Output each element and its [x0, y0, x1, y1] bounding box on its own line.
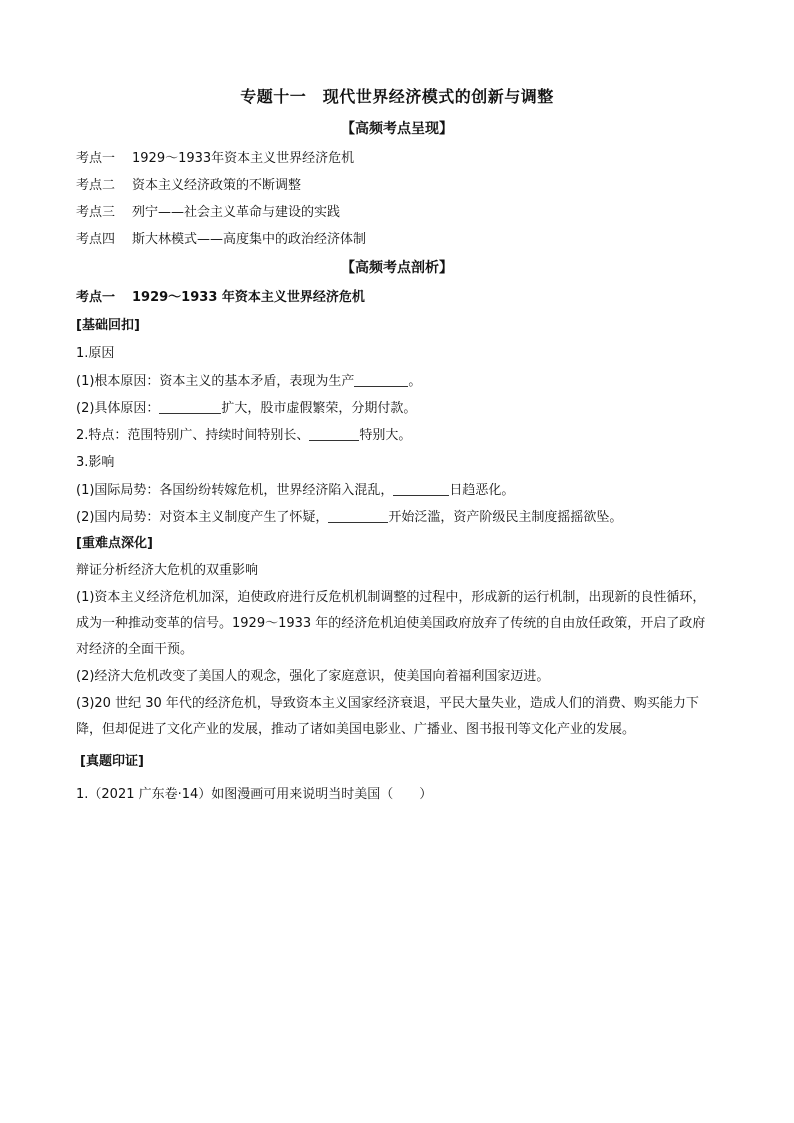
analysis-point-label: 考点一 [76, 290, 116, 305]
answer-blank[interactable] [309, 426, 359, 441]
cause-1-prefix: (1)根本原因：资本主义的基本矛盾，表现为生产 [76, 374, 355, 389]
deepen-heading: [重难点深化] [76, 536, 153, 551]
deepen-subtitle: 辩证分析经济大危机的双重影响 [76, 563, 259, 578]
cause-line-2 [76, 399, 416, 418]
feature-line [76, 426, 411, 445]
cause-line-1 [76, 372, 421, 391]
answer-blank[interactable] [328, 508, 388, 523]
answer-blank[interactable] [159, 399, 221, 414]
overview-item-label: 考点一 [76, 151, 116, 166]
impact-title: 3.影响 [76, 455, 115, 470]
impact-1-prefix: (1)国际局势：各国纷纷转嫁危机，世界经济陷入混乱， [76, 483, 394, 498]
feature-suffix: 特别大。 [359, 428, 412, 443]
overview-item-2 [76, 177, 301, 195]
deepen-paragraph-3: (3)20 世纪 30 年代的经济危机，导致资本主义国家经济衰退，平民大量失业，造成人们的消费、购买能力下降，但却促进了文化产业的发展，推动了诸如美国电影业、广播业、图书报刊等文化产业的发展。 [76, 696, 699, 737]
cause-1-suffix: 。 [408, 374, 422, 389]
overview-item-text: 1929～1933年资本主义世界经济危机 [132, 151, 355, 166]
exam-heading: [真题印证] [80, 754, 144, 769]
exam-question: 1.（2021 广东卷·14）如图漫画可用来说明当时美国（ ） [76, 787, 433, 802]
impact-2-suffix: 开始泛滥，资产阶级民主制度摇摇欲坠。 [388, 510, 623, 525]
impact-line-2 [76, 508, 622, 527]
feature-prefix: 2.特点：范围特别广、持续时间特别长、 [76, 428, 310, 443]
deepen-paragraph-2: (2)经济大危机改变了美国人的观念，强化了家庭意识，使美国向着福利国家迈进。 [76, 669, 550, 684]
answer-blank[interactable] [354, 372, 408, 387]
overview-item-label: 考点三 [76, 205, 116, 220]
impact-2-prefix: (2)国内局势：对资本主义制度产生了怀疑， [76, 510, 329, 525]
deepen-paragraph-1: (1)资本主义经济危机加深，迫使政府进行反危机机制调整的过程中，形成新的运行机制，出现新的良性循环，成为一种推动变革的信号。1929～1933 年的经济危机迫使美国政府放弃了传统的自由放任政策，开启了政府对经济的全面干预。 [76, 590, 706, 657]
overview-item-1 [76, 150, 354, 168]
overview-item-text: 斯大林模式——高度集中的政治经济体制 [132, 232, 367, 247]
overview-item-label: 考点二 [76, 178, 116, 193]
analysis-point-text: 1929～1933 年资本主义世界经济危机 [132, 290, 365, 305]
basic-heading: [基础回扣] [76, 318, 140, 333]
page-title: 专题十一 现代世界经济模式的创新与调整 [240, 87, 554, 106]
overview-item-3 [76, 204, 340, 222]
answer-blank[interactable] [393, 481, 449, 496]
overview-item-4 [76, 231, 366, 249]
analysis-heading: 【高频考点剖析】 [341, 260, 453, 276]
overview-item-text: 列宁——社会主义革命与建设的实践 [132, 205, 341, 220]
impact-line-1 [76, 481, 514, 500]
impact-1-suffix: 日趋恶化。 [449, 483, 515, 498]
overview-heading: 【高频考点呈现】 [341, 121, 453, 137]
analysis-point [76, 289, 365, 307]
cause-2-prefix: (2)具体原因： [76, 401, 160, 416]
overview-item-label: 考点四 [76, 232, 116, 247]
cause-title: 1.原因 [76, 346, 115, 361]
overview-item-text: 资本主义经济政策的不断调整 [132, 178, 302, 193]
cause-2-suffix: 扩大，股市虚假繁荣，分期付款。 [221, 401, 417, 416]
